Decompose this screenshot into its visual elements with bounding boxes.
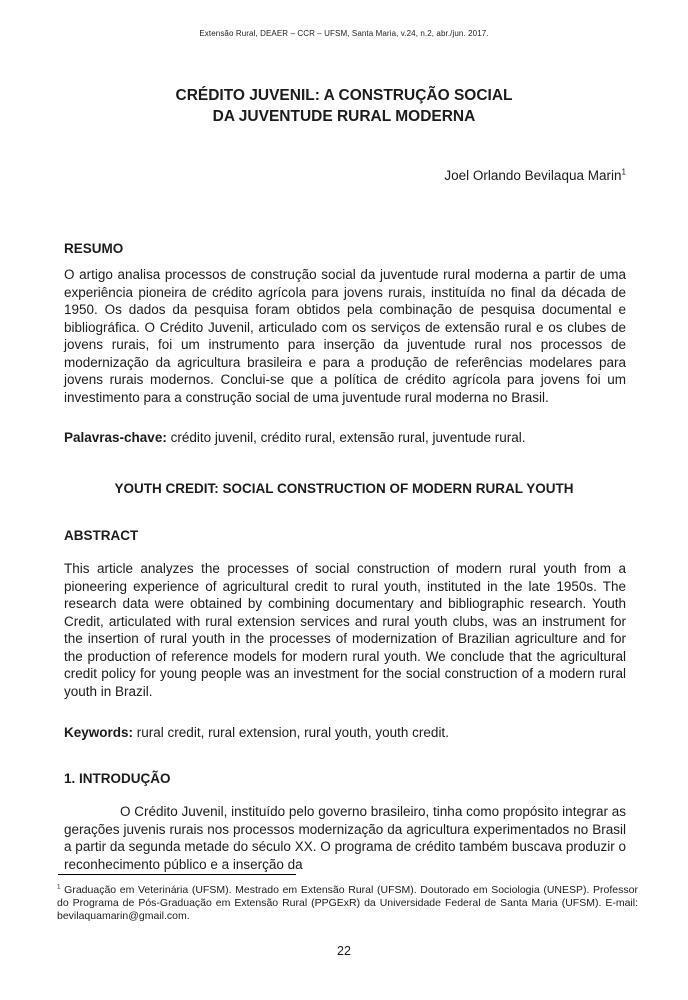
english-title: YOUTH CREDIT: SOCIAL CONSTRUCTION OF MODERN RURAL YOUTH bbox=[114, 481, 574, 496]
journal-header: Extensão Rural, DEAER – CCR – UFSM, Santa Maria, v.24, n.2, abr./jun. 2017. bbox=[199, 29, 489, 38]
abstract-paragraph: This article analyzes the processes of social construction of modern rural youth from a pioneering experience of agricultural credit to rural youth, instituted in the late 1950s. The research data were obtained by combining documentary and bibliographic research. Youth Credit, articulated with rural extension services and rural youth clubs, was an instrument for the insertion of rural youth in the processes of modernization of Brazilian agriculture and for the production of reference models for modern rural youth. We conclude that the agricultural credit policy for young people was an investment for the social construction of a modern rural youth in Brazil. bbox=[64, 561, 626, 699]
abstract-heading: ABSTRACT bbox=[64, 528, 139, 543]
palavras-chave-line bbox=[64, 429, 626, 447]
footnote-ref: 1 bbox=[57, 883, 61, 891]
footnote bbox=[57, 884, 638, 923]
author-footnote-ref: 1 bbox=[621, 167, 626, 177]
keywords-label: Keywords: bbox=[64, 725, 134, 740]
resumo-paragraph: O artigo analisa processos de construção social da juventude rural moderna a partir de uma experiência pioneira de crédito agrícola para jovens rurais, instituída no final da década de 1950. Os dados da pesquisa foram obtidos pela combinação de pesquisa documental e bibliográfica. O Crédito Juvenil, articulado com os serviços de extensão rural e os clubes de jovens rurais, foi um instrumento para inserção da juventude rural nos processos de modernização da agricultura brasileira e para a produção de referências modelares para jovens rurais modernos. Conclui-se que a política de crédito agrícola para jovens foi um investimento para a construção social de uma juventude rural moderna no Brasil. bbox=[64, 267, 626, 405]
keywords-line bbox=[64, 724, 626, 742]
introduction-heading: 1. INTRODUÇÃO bbox=[64, 771, 171, 786]
author-name: Joel Orlando Bevilaqua Marin bbox=[444, 168, 622, 183]
article-title bbox=[0, 85, 688, 127]
article-title-line2: DA JUVENTUDE RURAL MODERNA bbox=[212, 108, 476, 125]
palavras-chave-text: crédito juvenil, crédito rural, extensão rural, juventude rural. bbox=[170, 430, 526, 445]
introduction-paragraph: O Crédito Juvenil, instituído pelo governo brasileiro, tinha como propósito integrar as gerações juvenis rurais nos processos modernização da agricultura experimentados no Brasil a partir da segunda metade do século XX. O programa de crédito também buscava produzir o reconhecimento público e a inserção da bbox=[64, 804, 626, 872]
article-title-line1: CRÉDITO JUVENIL: A CONSTRUÇÃO SOCIAL bbox=[175, 87, 513, 104]
palavras-chave-label: Palavras-chave: bbox=[64, 430, 167, 445]
page-number: 22 bbox=[337, 944, 351, 958]
author-line bbox=[64, 168, 626, 183]
footnote-text: Graduação em Veterinária (UFSM). Mestrado em Extensão Rural (UFSM). Doutorado em Sociologia (UNESP). Professor do Programa de Pós-Graduação em Extensão Rural (PPGExR) da Universidade Federal de Santa Maria (UFSM). E-mail: bevilaquamarin@gmail.com. bbox=[57, 884, 638, 922]
keywords-text: rural credit, rural extension, rural youth, youth credit. bbox=[136, 725, 449, 740]
resumo-heading: RESUMO bbox=[64, 241, 124, 256]
footnote-separator-rule bbox=[58, 874, 296, 875]
